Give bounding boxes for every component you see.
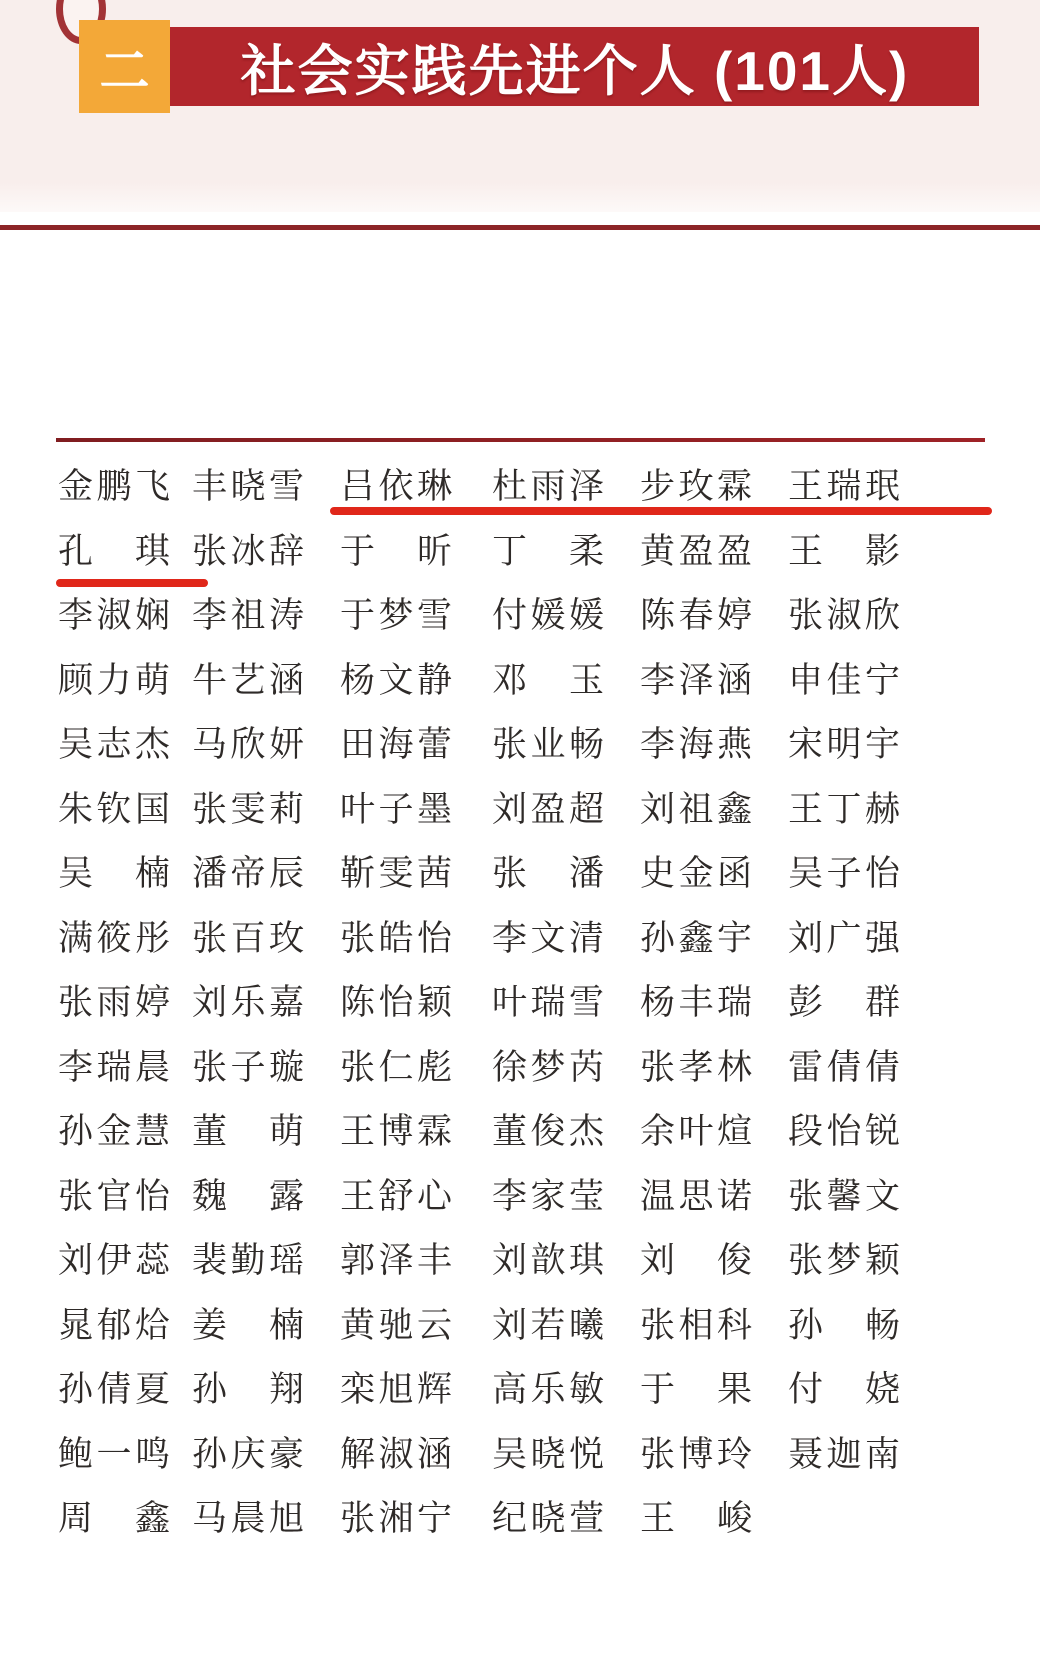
name-cell: 徐 梦 芮: [492, 1048, 604, 1087]
name-cell: 张 孝 林: [640, 1048, 752, 1087]
name-cell: 李 海 燕: [640, 725, 752, 764]
name-cell: 吴 志 杰: [58, 725, 170, 764]
name-cell: 段 怡 锐: [788, 1112, 900, 1151]
name-cell: 金 鹏 飞: [58, 467, 170, 506]
name-cell: 郭 泽 丰: [340, 1241, 452, 1280]
name-cell: 张 子 璇: [192, 1048, 304, 1087]
name-cell: 吴 楠: [58, 854, 170, 893]
name-cell: 纪 晓 萱: [492, 1499, 604, 1538]
name-cell: 栾 旭 辉: [340, 1370, 452, 1409]
name-cell: 裴 勤 瑶: [192, 1241, 304, 1280]
name-cell: 王 瑞 珉: [788, 467, 900, 506]
name-cell: 鲍 一 鸣: [58, 1435, 170, 1474]
name-cell: 吕 依 琳: [340, 467, 452, 506]
name-cell: 满 筱 彤: [58, 919, 170, 958]
name-cell: 聂 迦 南: [788, 1435, 900, 1474]
name-cell: 李 家 莹: [492, 1177, 604, 1216]
name-cell: 余 叶 煊: [640, 1112, 752, 1151]
name-cell: 刘 祖 鑫: [640, 790, 752, 829]
name-cell: 孔 琪: [58, 532, 170, 571]
name-cell: 孙 倩 夏: [58, 1370, 170, 1409]
name-cell: 陈 怡 颖: [340, 983, 452, 1022]
name-cell: 杨 文 静: [340, 661, 452, 700]
name-cell: 雷 倩 倩: [788, 1048, 900, 1087]
section-title: 社会实践先进个人 (101人): [240, 40, 910, 102]
name-cell: 温 思 诺: [640, 1177, 752, 1216]
name-cell: 董 俊 杰: [492, 1112, 604, 1151]
name-cell: 张 湘 宁: [340, 1499, 452, 1538]
name-cell: 张 潘: [492, 854, 604, 893]
name-cell: 魏 露: [192, 1177, 304, 1216]
name-cell: 张 馨 文: [788, 1177, 900, 1216]
name-cell: 宋 明 宇: [788, 725, 900, 764]
name-cell: 王 峻: [640, 1499, 752, 1538]
name-cell: 彭 群: [788, 983, 900, 1022]
name-cell: 顾 力 萌: [58, 661, 170, 700]
name-cell: 付 媛 媛: [492, 596, 604, 635]
name-cell: 叶 子 墨: [340, 790, 452, 829]
name-cell: 朱 钦 国: [58, 790, 170, 829]
name-cell: 于 昕: [340, 532, 452, 571]
name-cell: 张 淑 欣: [788, 596, 900, 635]
name-cell: 张 官 怡: [58, 1177, 170, 1216]
name-cell: 张 相 科: [640, 1306, 752, 1345]
name-cell: 李 泽 涵: [640, 661, 752, 700]
name-cell: 孙 金 慧: [58, 1112, 170, 1151]
name-cell: 李 祖 涛: [192, 596, 304, 635]
name-cell: 张 仁 彪: [340, 1048, 452, 1087]
name-cell: 张 皓 怡: [340, 919, 452, 958]
name-cell: 周 鑫: [58, 1499, 170, 1538]
name-cell: 高 乐 敏: [492, 1370, 604, 1409]
name-cell: 张 雯 莉: [192, 790, 304, 829]
section-number-badge: 二: [79, 20, 170, 113]
name-cell: 王 博 霖: [340, 1112, 452, 1151]
name-cell: 张 博 玲: [640, 1435, 752, 1474]
name-cell: 孙 翔: [192, 1370, 304, 1409]
name-cell: 黄 盈 盈: [640, 532, 752, 571]
name-cell: 张 雨 婷: [58, 983, 170, 1022]
name-cell: 刘 歆 琪: [492, 1241, 604, 1280]
name-cell: 刘 乐 嘉: [192, 983, 304, 1022]
name-cell: 史 金 函: [640, 854, 752, 893]
name-cell: 申 佳 宁: [788, 661, 900, 700]
name-cell: 丰 晓 雪: [192, 467, 304, 506]
name-cell: 李 文 清: [492, 919, 604, 958]
name-cell: 王 影: [788, 532, 900, 571]
name-cell: 王 舒 心: [340, 1177, 452, 1216]
name-cell: 刘 若 曦: [492, 1306, 604, 1345]
name-cell: 马 欣 妍: [192, 725, 304, 764]
red-underline-kongqi-annotation: [56, 579, 208, 587]
name-cell: 叶 瑞 雪: [492, 983, 604, 1022]
name-cell: 李 淑 娴: [58, 596, 170, 635]
name-cell: 王 丁 赫: [788, 790, 900, 829]
name-cell: 吴 晓 悦: [492, 1435, 604, 1474]
name-cell: 于 梦 雪: [340, 596, 452, 635]
name-cell: 刘 广 强: [788, 919, 900, 958]
name-cell: 吴 子 怡: [788, 854, 900, 893]
name-cell: 李 瑞 晨: [58, 1048, 170, 1087]
name-cell: 刘 俊: [640, 1241, 752, 1280]
name-cell: 刘 盈 超: [492, 790, 604, 829]
name-cell: 潘 帝 辰: [192, 854, 304, 893]
name-cell: 刘 伊 蕊: [58, 1241, 170, 1280]
name-cell: 牛 艺 涵: [192, 661, 304, 700]
name-cell: 田 海 蕾: [340, 725, 452, 764]
name-cell: 孙 畅: [788, 1306, 900, 1345]
name-cell: 邓 玉: [492, 661, 604, 700]
name-cell: 杨 丰 瑞: [640, 983, 752, 1022]
name-cell: 晁 郁 烚: [58, 1306, 170, 1345]
name-cell: 张 百 玫: [192, 919, 304, 958]
name-cell: 孙 庆 豪: [192, 1435, 304, 1474]
name-cell: 丁 柔: [492, 532, 604, 571]
name-cell: 孙 鑫 宇: [640, 919, 752, 958]
name-cell: 付 娆: [788, 1370, 900, 1409]
name-cell: 杜 雨 泽: [492, 467, 604, 506]
name-cell: 董 萌: [192, 1112, 304, 1151]
name-cell: 张 业 畅: [492, 725, 604, 764]
name-cell: 陈 春 婷: [640, 596, 752, 635]
name-cell: 姜 楠: [192, 1306, 304, 1345]
name-cell: 黄 驰 云: [340, 1306, 452, 1345]
name-cell: 解 淑 涵: [340, 1435, 452, 1474]
name-cell: 张 冰 辞: [192, 532, 304, 571]
name-cell: 靳 雯 茜: [340, 854, 452, 893]
red-underline-row1-annotation: [330, 507, 992, 515]
name-cell: 于 果: [640, 1370, 752, 1409]
name-cell: 步 玫 霖: [640, 467, 752, 506]
name-cell: 马 晨 旭: [192, 1499, 304, 1538]
name-cell: 张 梦 颖: [788, 1241, 900, 1280]
